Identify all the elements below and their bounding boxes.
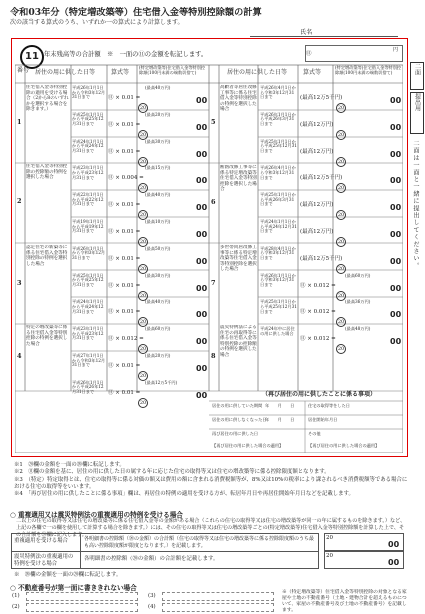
right-group-number-6: 6: [211, 198, 216, 206]
header-period-right: 居住の用に供した日等: [227, 69, 288, 76]
left-row-rate: ⑪ × 0.01 =: [108, 255, 141, 262]
note-4: ※4 「再び居住の用に供したことに係る事項」欄は、再居住の特例の適用を受ける方が、転居年月日や再居住開始年月日などを記載します。: [14, 491, 354, 498]
left-row-value[interactable]: 00: [196, 364, 208, 373]
right-group-label-6: 断熱改修工事等に係る特定増改築等住宅借入金等特別控除を選択した場合: [220, 165, 257, 192]
right-row-date: 平成26年1月1日から令和3年12月31日まで: [260, 272, 296, 287]
right-row-rate: ⑪ × 0.012 =: [300, 309, 336, 316]
right-row-rate: (最高12万5千円): [300, 175, 343, 182]
right-row-date: 平成24年中に居住の用に供した場合: [260, 326, 295, 336]
left-row-cap: (最高20万円): [145, 111, 171, 117]
right-row-rate: (最高12万円): [300, 121, 334, 128]
left-row-date: 平成26年1月1日から平成26年12月31日まで: [72, 379, 104, 395]
header-deduction: (特定増改築等)住宅借入金等特別控除額(100円未満の端数切捨て): [139, 65, 206, 75]
left-group-label-2: 住宅借入金等特別控除の控除額の特例を選択した場合: [26, 164, 68, 180]
left-row-rate: ⑪ × 0.01 =: [108, 148, 141, 155]
right-row-rate: (最高12万5千円): [300, 255, 343, 262]
section2-footnote: ※ ⑳欄の金額を一面の⑳欄に転記します。: [14, 572, 122, 578]
section2-row1-circ: 20: [326, 535, 333, 541]
left-row-circ: 20: [139, 346, 147, 353]
right-row-value[interactable]: 00: [390, 283, 402, 293]
right-row-date: 平成24年1月1日から平成24年12月31日まで: [260, 219, 297, 234]
left-row-date: 平成19年1月1日から平成19年12月31日まで: [72, 219, 104, 234]
left-group-number-4: 4: [17, 351, 22, 360]
left-row-circ: 20: [139, 292, 147, 299]
left-row-cap: (最高15万円): [145, 165, 171, 171]
left-row-value[interactable]: 00: [196, 310, 208, 320]
header-no: 番号: [17, 67, 30, 74]
right-row-rate: (最高12万5千円): [300, 95, 343, 101]
left-row-value[interactable]: 00: [196, 176, 208, 186]
left-row-date: 平成23年1月1日から平成23年12月31日まで: [72, 326, 104, 341]
reoccupy-check-2[interactable]: 【再び居住の用に供した場合の適用】: [308, 443, 380, 448]
right-row-circ: 20: [337, 131, 345, 138]
left-row-value[interactable]: 00: [196, 337, 208, 347]
left-row-circ: 20: [139, 212, 147, 219]
right-row-circ: 20: [337, 185, 345, 192]
right-row-date: 平成28年4月1日から令和3年12月31日まで: [260, 245, 296, 261]
left-row-date: 平成26年1月1日から令和3年12月31日まで: [72, 85, 106, 100]
reoccupy-label-start: 居住開始年月日: [308, 417, 338, 422]
header-formula-right: 算式等: [303, 69, 322, 76]
left-row-cap: (最高10万円): [145, 219, 171, 224]
property-number-field-3[interactable]: [162, 592, 274, 601]
left-row-value[interactable]: 00: [196, 149, 208, 159]
left-group-label-4: 特定の増改築等に係る住宅借入金等特別控除の特例を選択した場合: [26, 325, 68, 347]
right-row-value[interactable]: 00: [390, 230, 402, 239]
section3-item-3: (3): [148, 593, 156, 599]
note-2: ※2 ⑪欄の金額を基に、居住の用に供した日の属する年に応じた住宅の取得等又は住宅の増改築等に係る控除限度額となります。: [14, 469, 330, 476]
right-row-cap: (最高36万円): [345, 299, 371, 305]
right-row-value[interactable]: 00: [390, 176, 402, 186]
right-row-date: 平成25年1月1日から平成25年12月31日まで: [260, 138, 297, 153]
section2-row1-text: 各明細書の控除額（⑳の金額）の合計額（住宅の取得等又は住宅の増改築等に係る控除限度額のうち最も高い控除限度額が限度となります。）を記載します。: [84, 536, 315, 549]
right-row-rate: ⑪ × 0.012 =: [300, 282, 336, 289]
left-row-rate: ⑪ × 0.01 =: [108, 363, 141, 369]
property-number-field-4[interactable]: [162, 603, 274, 612]
left-row-circ: 20: [139, 319, 147, 326]
section2-body: 二以上の住宅の取得等又は住宅の増改築等に係る住宅借入金等の金額がある場合（これらの住宅の取得等又は住宅の増改築等が同一の年に属するものを除きます。）など、上記の各欄で一の欄を使用して計算する場合を除きます。）には、その住宅の取得等又は住宅の増改築等ごとの(特定増改築等)住宅借入金等特別控除額を計算した上で、その合計額を⑳欄に記入します。: [16, 518, 406, 538]
note-3: ※3 （特定）特定取得とは、住宅の取得等に係る対価の額又は費用の額に含まれる消費税額等が、8%又は10%の税率により課されるべき消費税額等である場合における住宅の取得等をいいます。: [14, 476, 408, 490]
line11-text: 年末残高等の合計額 ※ 一面の⑪の金額を転記します。: [44, 51, 208, 58]
side-tab-page2: 二面: [410, 62, 424, 90]
right-row-circ: 20: [337, 346, 345, 353]
left-row-rate: ⑪ × 0.004 =: [108, 175, 144, 182]
left-group-number-3: 3: [17, 278, 22, 287]
left-row-circ: 20: [139, 158, 147, 165]
right-row-date: 平成25年1月1日から平成26年3月31日まで: [260, 192, 296, 207]
left-row-circ: 20: [139, 239, 147, 245]
section2-row1-label: 重複適用を受ける場合: [14, 538, 68, 544]
left-row-cap: (最高30万円): [145, 138, 171, 144]
name-field[interactable]: [250, 36, 398, 37]
reoccupy-label-again: 再び居住の用に供した日: [212, 431, 259, 436]
right-row-value[interactable]: 00: [390, 96, 402, 105]
left-row-cap: (最高40万円): [145, 85, 171, 90]
side-vertical-note: 二面は一面と一緒に提出してください。: [412, 140, 419, 270]
page-subtitle: 次の該当する算式のうち、いずれか一の算式により計算します。: [10, 19, 184, 26]
left-row-cap: (最高50万円): [145, 245, 171, 251]
left-row-date: 平成23年1月1日から平成23年12月31日まで: [72, 165, 104, 180]
property-number-field-2[interactable]: [26, 603, 138, 612]
right-row-rate: (最高12万円): [300, 202, 334, 209]
right-group-number-8: 8: [211, 351, 216, 360]
reoccupy-label-acquired: 住宅の取得等をした日: [308, 403, 350, 408]
reoccupy-check-1[interactable]: 【再び居住の用に供した場合の適用】: [212, 443, 284, 448]
right-row-date: 平成25年1月1日から平成25年12月31日まで: [260, 299, 297, 314]
note-1: ※1 ⑳欄の金額を一面の⑳欄に転記します。: [14, 462, 125, 468]
left-group-number-2: 2: [17, 197, 22, 205]
section2-row2-text: 各明細書の控除額（⑳の金額）の合計額を記載します。: [84, 556, 219, 562]
left-row-rate: ⑪ × 0.01 =: [108, 309, 141, 316]
left-row-circ: 20: [139, 265, 147, 272]
section2-row1-value: 00: [388, 540, 400, 549]
left-row-rate: ⑪ × 0.01 =: [108, 229, 141, 235]
section2-row2-circ: 20: [326, 553, 333, 559]
left-row-cap: (最高20万円): [145, 353, 171, 358]
left-row-circ: 20: [139, 399, 147, 406]
left-row-value[interactable]: 00: [196, 390, 208, 400]
right-row-circ: 20: [337, 105, 345, 111]
left-row-cap: (最高12万5千円): [145, 379, 178, 385]
right-group-number-5: 5: [211, 118, 216, 126]
left-row-rate: ⑪ × 0.01 =: [108, 95, 141, 101]
right-row-circ: 20: [337, 212, 345, 219]
header-period: 居住の用に供した日等: [35, 69, 96, 76]
left-row-rate: ⑪ × 0.01 =: [108, 121, 141, 128]
right-group-label-7: 多世帯同居改修工事等に係る特定増改築等住宅借入金等特別控除を選択した場合: [220, 245, 257, 272]
left-row-value[interactable]: 00: [196, 122, 208, 132]
left-group-label-1: 住宅借入金等特別控除の適用を受ける場合（2から8のいずれかを選択する場合を除きます。）: [26, 85, 69, 112]
left-row-date: 平成25年1月1日から平成25年12月31日まで: [72, 272, 104, 287]
left-row-date: 平成26年1月1日から令和3年12月31日まで: [72, 245, 106, 261]
left-row-cap: (最高30万円): [145, 272, 171, 278]
left-row-circ: 20: [139, 105, 147, 111]
left-row-circ: 20: [139, 131, 147, 138]
left-row-circ: 20: [139, 373, 147, 379]
left-row-date: 平成24年1月1日から平成24年12月31日まで: [72, 138, 104, 153]
right-row-rate: ⑪ × 0.012 =: [300, 336, 336, 343]
section2-row2-value: 00: [388, 558, 400, 567]
right-row-circ: 20: [337, 158, 345, 165]
section2-row2-label: 震災特例法の重複適用の特例を受ける場合: [14, 554, 74, 568]
side-tab-submit: 提出用: [410, 92, 424, 134]
property-number-field-1[interactable]: [26, 592, 138, 601]
reoccupy-label-stop: 居住の用に供しなくなった日: [212, 417, 267, 422]
right-row-circ: 20: [337, 239, 345, 245]
reoccupy-date-2[interactable]: 年 月 日: [265, 417, 295, 422]
left-row-rate: ⑪ × 0.012 =: [108, 336, 144, 343]
right-group-label-5: 高齢者等居住改修工事等に係る住宅借入金等特別控除の特例を選択した場合: [220, 85, 257, 112]
left-row-value[interactable]: 00: [196, 256, 208, 266]
right-row-circ: 20: [337, 292, 345, 299]
section3-note: ※（特定増改築等）住宅借入金等特別控除の対象となる家屋や土地の不動産番号（土地・建物合計を超えるものについて、家屋の不動産番号及び土地の不動産番号）を記載します。: [282, 590, 407, 613]
right-group-label-8: 震災特例法による住宅の再取得等に係る住宅借入金等特別控除の控除額の特例を選択した場合: [220, 325, 257, 358]
left-row-circ: 20: [139, 185, 147, 192]
reoccupy-date-1[interactable]: 年 月 日: [265, 403, 295, 408]
left-row-value[interactable]: 00: [196, 203, 208, 213]
right-row-rate: (最高12万円): [300, 229, 334, 235]
section3-item-2: (2): [12, 604, 20, 610]
right-row-value[interactable]: 00: [390, 310, 402, 320]
line11-unit: 円: [393, 47, 399, 53]
reoccupy-label-other: その他: [308, 431, 321, 436]
left-row-date: 平成25年1月1日から平成25年12月31日まで: [72, 111, 104, 127]
section3-item-4: (4): [148, 604, 156, 610]
line11-box-label: ⑪: [306, 51, 312, 57]
right-row-value[interactable]: 00: [390, 203, 402, 213]
right-row-rate: (最高12万円): [300, 148, 334, 155]
right-row-cap: (最高48万円): [345, 326, 371, 332]
name-label: 氏名: [300, 29, 313, 36]
left-row-value[interactable]: 00: [196, 96, 208, 105]
right-row-date: 平成26年1月1日から平成26年3月31日まで: [260, 111, 296, 127]
reoccupy-label-period: 居住の用に供していた期間: [212, 403, 263, 408]
section3-title: ○ 不動産番号が第一面に書ききれない場合: [10, 584, 137, 592]
right-row-circ: 20: [337, 265, 345, 272]
right-row-value[interactable]: 00: [390, 122, 402, 132]
left-row-rate: ⑪ × 0.01 =: [108, 282, 141, 289]
reoccupy-title: （再び居住の用に供したことに係る事項）: [262, 391, 377, 398]
left-row-cap: (最高40万円): [145, 192, 171, 198]
left-row-value[interactable]: 00: [196, 230, 208, 239]
section2-title: ○ 重複適用又は震災特例法の重複適用の特例を受ける場合: [10, 511, 183, 519]
left-group-number-1: 1: [17, 117, 22, 126]
left-row-cap: (最高60万円): [145, 326, 171, 332]
right-row-value[interactable]: 00: [390, 337, 402, 347]
left-group-label-3: 認定住宅の新築等に係る住宅借入金等特別控除の特例を選択した場合: [26, 245, 68, 267]
left-row-cap: (最高40万円): [145, 299, 171, 305]
left-row-rate: ⑪ × 0.01 =: [108, 202, 141, 209]
circled-eleven-marker: 11: [20, 45, 44, 69]
section3-item-1: (1): [12, 593, 20, 599]
right-row-value[interactable]: 00: [390, 256, 402, 266]
right-row-value[interactable]: 00: [390, 149, 402, 159]
right-row-date: 平成26年4月1日から令和3年12月31日まで: [260, 85, 296, 100]
left-row-date: 平成24年1月1日から平成24年12月31日まで: [72, 299, 104, 314]
left-row-rate: ⑪ × 0.01 =: [108, 389, 141, 396]
right-row-cap: (最高60万円): [345, 272, 371, 278]
right-row-circ: 20: [337, 319, 345, 326]
notes-block: [14, 462, 410, 498]
right-row-date: 平成26年4月1日から令和3年12月31日まで: [260, 165, 296, 180]
header-deduction-right: (特定増改築等)住宅借入金等特別控除額(100円未満の端数切捨て): [335, 65, 402, 75]
header-formula: 算式等: [111, 69, 130, 76]
left-row-date: 平成22年1月1日から平成22年12月31日まで: [72, 192, 104, 207]
page-title: 令和03年分（特定増改築等）住宅借入金等特別控除額の計算: [10, 7, 262, 18]
left-row-value[interactable]: 00: [196, 283, 208, 293]
right-group-number-7: 7: [211, 278, 216, 287]
left-row-date: 平成27年1月1日から令和3年12月31日まで: [72, 353, 106, 368]
